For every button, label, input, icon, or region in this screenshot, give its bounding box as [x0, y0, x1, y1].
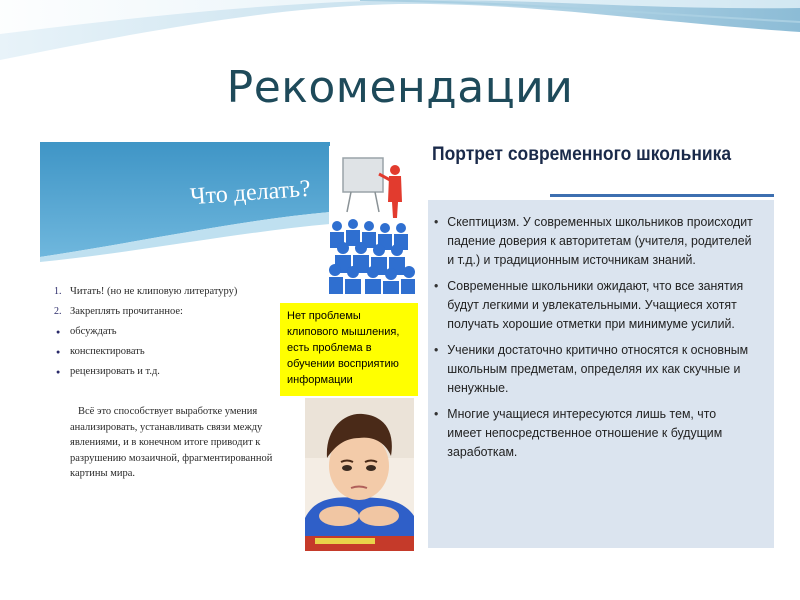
- student-portrait-heading: Портрет современного школьника: [432, 144, 732, 165]
- list-item-text: обсуждать: [70, 326, 117, 337]
- list-marker: ●: [56, 348, 61, 356]
- list-marker: 2.: [54, 306, 62, 317]
- summary-paragraph: Всё это способствует выработке умения анализировать, устанавливать связи между явлениями, и в конечном итоге приводит к разрушению мозаичной, фрагментированной картины мира.: [70, 406, 273, 479]
- list-marker: ●: [56, 368, 61, 376]
- list-marker: ●: [56, 328, 61, 336]
- list-item-text: Читать! (но не клиповую литературу): [70, 286, 238, 297]
- list-marker: 1.: [54, 286, 62, 297]
- list-item: [54, 322, 304, 342]
- student-portrait-header: [428, 136, 774, 200]
- student-portrait-panel: [428, 136, 774, 548]
- bullet-item: • Скептицизм. У современных школьников происходит падение доверия к авторитетам (учителя, родителей и т.д.) и традиционным источникам знаний.: [434, 212, 753, 269]
- student-portrait-list: [434, 212, 770, 468]
- presentation-figures-image: [329, 146, 415, 294]
- list-item-text: конспектировать: [70, 346, 145, 357]
- slide-title: Рекомендации: [226, 62, 574, 113]
- list-item-text: Закреплять прочитанное:: [70, 306, 183, 317]
- list-item-text: рецензировать и т.д.: [70, 366, 160, 377]
- heading-underline: [550, 194, 774, 197]
- bullet-item: • Современные школьники ожидают, что все занятия будут легкими и увлекательными. Учащиеся хотят получать хорошие отметки при минимуме усилий.: [434, 276, 753, 333]
- list-item: [54, 282, 304, 302]
- what-to-do-heading: Что делать?: [189, 175, 312, 211]
- bored-boy-photo: [305, 398, 414, 551]
- bullet-item: • Многие учащиеся интересуются лишь тем, что имеет непосредственное отношение к будущим заработкам.: [434, 404, 753, 461]
- bullet-item: • Ученики достаточно критично относятся к основным школьным предметам, определяя их как скучные и ненужные.: [434, 340, 753, 397]
- list-item: [54, 342, 304, 362]
- recommendation-list: [54, 282, 304, 382]
- list-item: [54, 302, 304, 322]
- key-idea-note: Нет проблемы клипового мышления, есть проблема в обучении восприятию информации: [280, 303, 418, 396]
- list-item: [54, 362, 304, 382]
